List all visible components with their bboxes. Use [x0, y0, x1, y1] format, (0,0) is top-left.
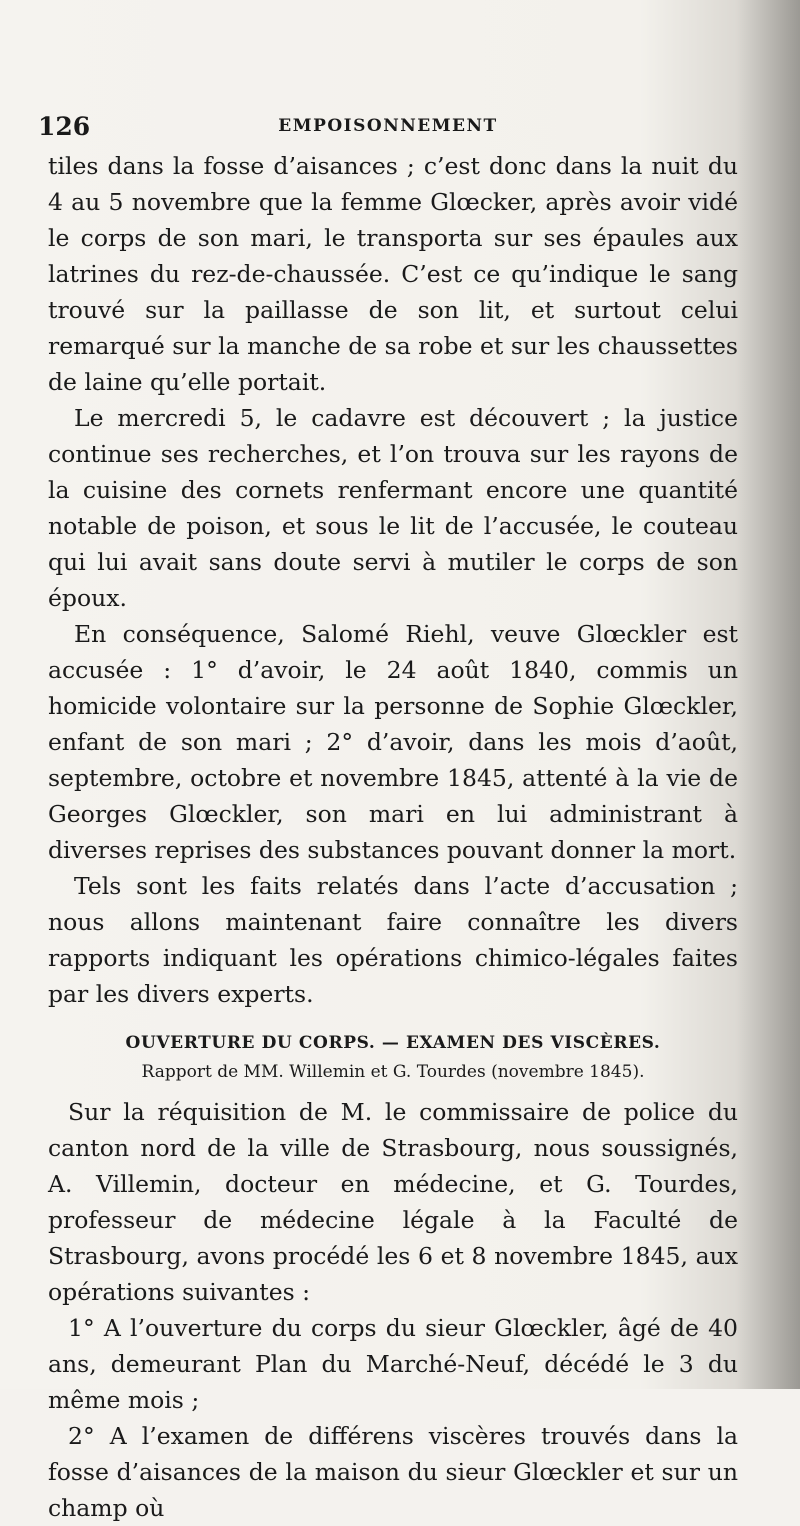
report-body	[48, 1094, 738, 1526]
section-subheading: Rapport de MM. Willemin et G. Tourdes (novembre 1845).	[141, 1062, 645, 1082]
paragraph-body: En conséquence, Salomé Riehl, veuve Glœckler est accusée : 1° d’avoir, le 24 août 1840, commis un homicide volontaire sur la personne de Sophie Glœckler, enfant de son mari ; 2° d’avoir, dans les mois d’août, septembre, octobre et novembre 1845, attenté à la vie de Georges Glœckler, son mari en lui administrant à diverses reprises des substances pouvant donner la mort.	[48, 620, 738, 864]
paragraph-body: Le mercredi 5, le cadavre est découvert ; la justice continue ses recherches, et l’on trouva sur les rayons de la cuisine des cornets renfermant encore une quantité notable de poison, et sous le lit de l’accusée, le couteau qui lui avait sans doute servi à mutiler le corps de son époux.	[48, 404, 738, 612]
paragraph-body: Sur la réquisition de M. le commissaire de police du canton nord de la ville de Strasbourg, nous soussignés, A. Villemin, docteur en médecine, et G. Tourdes, professeur de médecine légale à la Faculté de Strasbourg, avons procédé les 6 et 8 novembre 1845, aux opérations suivantes :	[48, 1098, 738, 1306]
section-heading: OUVERTURE DU CORPS. — EXAMEN DES VISCÈRES.	[125, 1033, 661, 1053]
list-item: 1° A l’ouverture du corps du sieur Glœckler, âgé de 40 ans, demeurant Plan du Marché-Neuf, décédé le 3 du même mois ;	[48, 1314, 738, 1414]
page-number: 126	[38, 112, 91, 141]
page-header	[38, 112, 738, 142]
paragraph-continued: tiles dans la fosse d’aisances ; c’est donc dans la nuit du 4 au 5 novembre que la femme Glœcker, après avoir vidé le corps de son mari, le transporta sur ses épaules aux latrines du rez-de-chaussée. C’est ce qu’indique le sang trouvé sur la paillasse de son lit, et surtout celui remarqué sur la manche de sa robe et sur les chaussettes de laine qu’elle portait.	[48, 152, 738, 396]
paragraph-body: Tels sont les faits relatés dans l’acte d’accusation ; nous allons maintenant faire connaître les divers rapports indiquant les opérations chimico-légales faites par les divers experts.	[48, 872, 738, 1008]
list-item: 2° A l’examen de différens viscères trouvés dans la fosse d’aisances de la maison du sieur Glœckler et sur un champ où	[48, 1422, 738, 1522]
running-title: EMPOISONNEMENT	[278, 116, 498, 136]
page-body	[48, 148, 738, 1526]
